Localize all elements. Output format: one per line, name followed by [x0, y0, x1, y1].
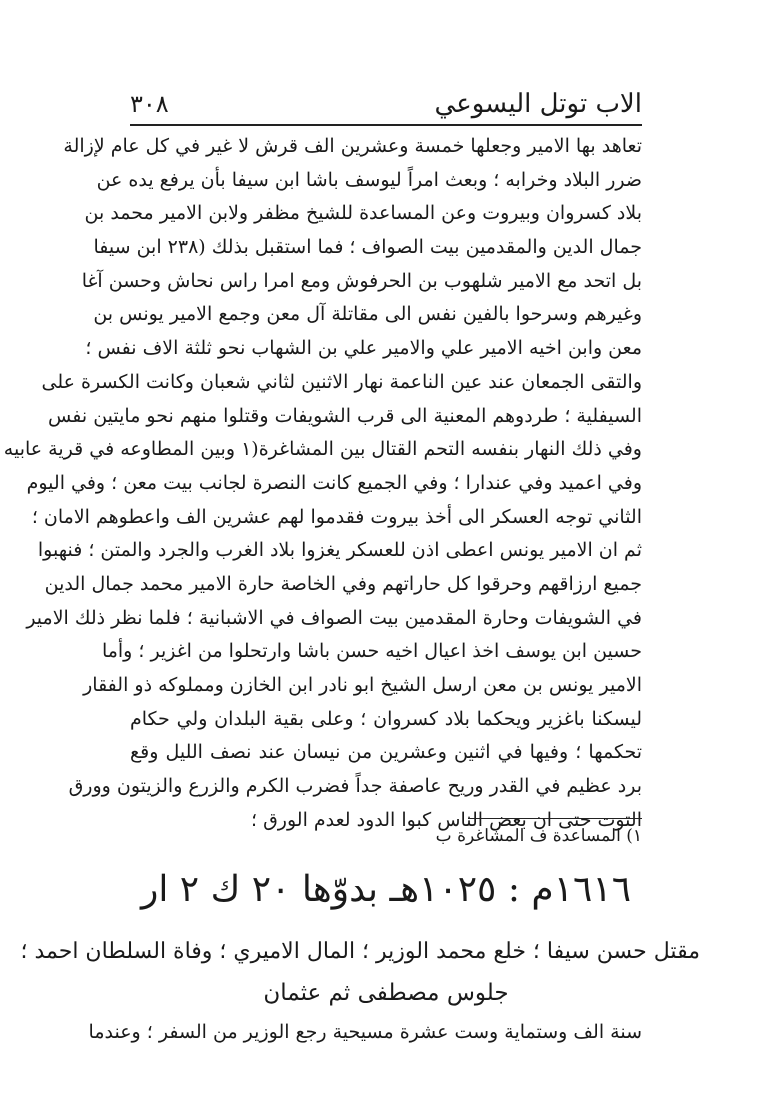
- text-line: برد عظيم في القدر وريح عاصفة جداً فضرب الكرم والزرع والزيتون وورق: [68, 775, 642, 798]
- footnote-rule: [468, 818, 642, 819]
- main-text: [3, 130, 642, 837]
- text-line: تحكمها ؛ وفيها في اثنين وعشرين من نيسان عند نصف الليل وقع: [130, 741, 642, 764]
- text-line: السيفلية ؛ طردوهم المعنية الى قرب الشويفات وقتلوا منهم نحو مايتين نفس: [48, 404, 642, 427]
- text-line: بل اتحد مع الامير شلهوب بن الحرفوش ومع امرا راس نحاش وحسن آغا: [81, 269, 642, 292]
- text-line: وفي ذلك النهار بنفسه التحم القتال بين المشاغرة(١ وبين المطاوعه في قرية عابيه: [3, 438, 642, 461]
- header-title: الاب توتل اليسوعي: [434, 89, 642, 119]
- text-line: الثاني توجه العسكر الى أخذ بيروت فقدموا لهم عشرين الف واعطوهم الامان ؛: [31, 505, 642, 528]
- running-header: [130, 88, 642, 120]
- text-line: وغيرهم وسرحوا بالفين نفس الى مقاتلة آل معن وجمع الامير يونس بن: [93, 303, 642, 326]
- section-summary-continued: جلوس مصطفى ثم عثمان: [263, 980, 509, 1006]
- page-number: ٣٠٨: [130, 90, 169, 118]
- header-rule: [130, 124, 642, 126]
- section-summary: مقتل حسن سيفا ؛ خلع محمد الوزير ؛ المال الاميري ؛ وفاة السلطان احمد ؛: [20, 939, 700, 964]
- text-line: جميع ارزاقهم وحرقوا كل حاراتهم وفي الخاصة حارة الامير محمد جمال الدين: [44, 572, 642, 595]
- section-first-line: سنة الف وستماية وست عشرة مسيحية رجع الوزير من السفر ؛ وعندما: [88, 1021, 642, 1043]
- text-line: ثم ان الامير يونس اعطى اذن للعسكر يغزوا بلاد الغرب والجرد والمتن ؛ فنهبوا: [37, 539, 642, 562]
- footnote: ١) المساعدة ف المشاغرة ب: [435, 826, 642, 846]
- text-line: حسين ابن يوسف اخذ اعيال اخيه حسن باشا وارتحلوا من اغزير ؛ وأما: [101, 640, 642, 663]
- year-heading: ١٦١٦م : ١٠٢٥هـ بدوّها ٢٠ ك ٢ ار: [140, 869, 632, 910]
- text-line: تعاهد بها الامير وجعلها خمسة وعشرين الف قرش لا غير في كل عام لإزالة: [63, 135, 642, 157]
- text-line: التوت حتى ان بعض الناس كبوا الدود لعدم الورق ؛: [250, 808, 642, 831]
- text-line: في الشويفات وحارة المقدمين بيت الصواف في الاشبانية ؛ فلما نظر ذلك الامير: [26, 606, 642, 629]
- text-line: معن وابن اخيه الامير علي والامير علي بن الشهاب نحو ثلثة الاف نفس ؛: [85, 337, 642, 360]
- text-line: والتقى الجمعان عند عين الناعمة نهار الاثنين لثاني شعبان وكانت الكسرة على: [41, 370, 642, 393]
- text-line: ليسكنا باغزير ويحكما بلاد كسروان ؛ وعلى بقية البلدان ولي حكام: [130, 707, 642, 730]
- text-line: ضرر البلاد وخرابه ؛ وبعث امراً ليوسف باشا ابن سيفا بأن يرفع يده عن: [96, 168, 642, 191]
- text-line: بلاد كسروان وبيروت وعن المساعدة للشيخ مظفر ولابن الامير محمد بن: [84, 202, 642, 225]
- text-line: الامير يونس بن معن ارسل الشيخ ابو نادر ابن الخازن ومملوكه ذو الفقار: [83, 674, 642, 696]
- text-line: وفي اعميد وفي عندارا ؛ وفي الجميع كانت النصرة لجانب بيت معن ؛ وفي اليوم: [26, 471, 642, 494]
- text-line: جمال الدين والمقدمين بيت الصواف ؛ فما استقبل بذلك (٢٣٨ ابن سيفا: [93, 236, 642, 259]
